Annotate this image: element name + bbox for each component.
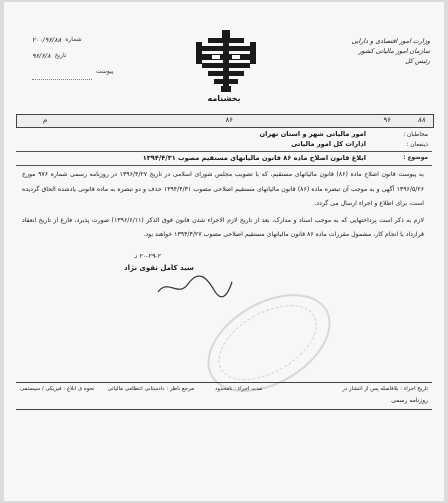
stamp-inner-ring (206, 290, 330, 396)
footer-delivery-method: نحوه ی ابلاغ : فیزیکی / سیستمی (20, 386, 95, 392)
letter-number-label: شماره (65, 36, 82, 43)
addressee-1: امور مالیاتی شهر و استان تهران (259, 130, 366, 138)
footer-supervisor: مرجع ناظر : دادستانی انتظامی مالیاتی (107, 386, 194, 392)
subject-value: ابلاغ قانون اصلاح ماده ۸۶ قانون مالیاتهای مستقیم مصوب ۱۳۹۴/۴/۳۱ (142, 154, 366, 162)
letter-body (22, 168, 424, 243)
footer-execution-date: تاریخ اجراء : بلافاصله پس از انتشار در (342, 386, 428, 392)
handwritten-signature (154, 274, 234, 300)
letter-metadata (32, 32, 142, 80)
footer-table (16, 382, 432, 410)
attachment-row (32, 64, 142, 80)
letter-number-value: ۲۰۰/۹۶/۸۸ (32, 36, 62, 44)
attachment-value (32, 64, 92, 80)
recipients-label: ذینفعان : (406, 142, 428, 148)
body-paragraph-2: لازم به ذکر است پرداختهایی که به موجب اسناد و مدارک، بعد از تاریخ لازم الاجراء شدن قانون فوق الذکر (۱۳۹۶/۶/۱۱) صورت پذیرد، فارغ از تاریخ انعقاد قرارداد یا انجام کار، مشمول مقررات ماده ۸۶ قانون مالیاتهای مستقیم اصلاحی مصوب ۱۳۹۴/۴/۲۷ خواهند بود. (22, 216, 424, 238)
subject-label: موضوع : (403, 155, 428, 161)
ministry-line-2: سازمان امور مالیاتی کشور (358, 47, 430, 55)
ref-part-d: ۸۸ (417, 116, 425, 124)
number-row (32, 32, 142, 48)
body-note: ۲۰-۲۹-۲ د (134, 252, 161, 260)
letter-date-value: ۹۶/۶/۸ (32, 52, 51, 60)
reference-box (16, 114, 434, 128)
attachment-label: پیوست (96, 68, 114, 75)
signatory-name: سید کامل تقوی نژاد (124, 264, 194, 272)
letter-date-label: تاریخ (54, 52, 67, 59)
date-row (32, 48, 142, 64)
body-paragraph-1: به پیوست قانون اصلاح ماده (۸۶) قانون مالیاتهای مستقیم، که با تصویب مجلس شورای اسلامی در تاریخ ۱۳۹۶/۴/۲۷ در روزنامه رسمی شماره ۹۷۶ مورخ ۱۳۹۶/۵/۲۶ آگهی و به موجب آن تبصره ماده (۸۶) قانون مالیاتهای مستقیم اصلاحی مصوب ۱۳۹۴/۴/۳۱ حذف و دو تبصره به ماده قانونی یادشده الحاق گردیده است، برای اطلاع و اجراء ارسال می گردد. (22, 171, 425, 207)
divider-line (16, 165, 432, 166)
ref-part-b: ۸۶ (225, 116, 233, 124)
ministry-line-1: وزارت امور اقتصادی و دارایی (351, 37, 430, 45)
addressee-2: ادارات کل امور مالیاتی (291, 140, 366, 148)
addressee-label: مخاطبان : (403, 132, 428, 138)
ministry-line-3: رئیس کل (405, 57, 430, 65)
footer-duration: مدت اجراء : نامحدود (215, 386, 262, 392)
divider-line (16, 151, 432, 152)
tax-organization-emblem (194, 28, 258, 94)
ref-part-c: ۹۶ (383, 116, 391, 124)
footer-official-gazette: روزنامه رسمی (391, 397, 428, 404)
document-page (4, 2, 444, 501)
ministry-heading (310, 36, 430, 66)
ref-part-a: م (43, 116, 48, 124)
document-title: بخشنامه (207, 94, 241, 103)
